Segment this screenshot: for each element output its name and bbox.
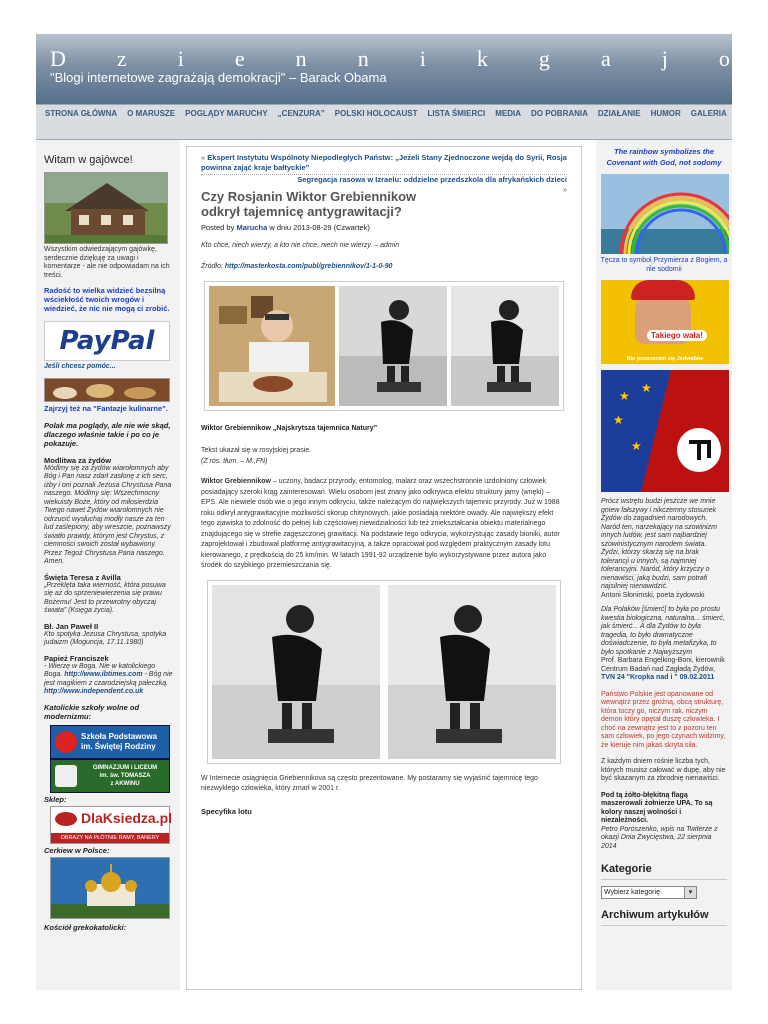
rainbow-title: The rainbow symbolizes the Covenant with God, not sodomy [606,147,722,167]
school2-banner[interactable]: GIMNAZJUM i LICEUM im. św. TOMASZA z AKWINU [50,759,170,793]
chevron-down-icon: ▾ [684,887,696,898]
franciszek-title: Papież Franciszek [44,653,109,663]
shop-heading: Sklep: [44,794,67,804]
engelking-author: Prof. Barbara Engelking-Boni, kierownik Centrum Badań nad Zagładą Żydów, TVN 24 "Kropka nad i " 09.02.2011 [601,657,725,681]
nav-item[interactable]: „CENZURA” [277,109,325,118]
left-sidebar [36,140,180,990]
platform-photo-4[interactable] [388,585,556,759]
rainbow-caption: Tęcza to symbol Przymierza z Bogiem, a nie sodomii [600,257,728,273]
prayer-text: Módlmy się za żydów wiarołomnych aby Bóg i Pan nasz zdarł zasłonę z ich serc, iżby i oni poznali Jezusa Chrystusa Pana naszego. Módlmy się: Wszechmocny wiekuisty Boże, który od miłosierdzia Twego nawet Żydów wiarołomnych nie odrzucić wysłuchaj modły nasze za ten lud zaślepiony, aby wreszcie, poznawszy światło prawdy, którym jest Chrystus, z ciemności swoich został wybawiony. Przez Tegoż Chrystusa Pana naszego. Amen. [44,464,172,565]
categories-heading: Kategorie [601,863,727,880]
kosciol-heading: Kościół grekokatolicki: [44,922,127,932]
nav-item[interactable]: GALERIA [690,109,727,118]
franciszek-text: - Wierzę w Boga. Nie w katolickiego Boga. http://www.ibtimes.com - Bóg nie jest magikiem z czarodziejską pałeczką. http://www.independent.co.uk [44,662,173,695]
shop-logo: DlaKsiedza.pl [81,809,173,826]
nav-item[interactable]: DO POBRANIA [531,109,588,118]
eu-flag-image[interactable] [601,370,729,492]
polak-quote: Polak ma poglądy, ale nie wie skąd, dlaczego właśnie takie i po co je pokazuje. [44,420,171,448]
slonimski-quote: Prócz wstrętu budzi jeszcze we mnie gniew fałszywy i nikczemny stosunek Żydów do zagadnień narodowych. Naród ten, narzekający na szowinizm innych ludów, jest sam najbardziej szowinistycznym narodem świata. Żydzi, którzy skarżą się na brak tolerancji u innych, są najmniej tolerancyjni. Naród, który krzyczy o nienawiści, jaką budzi, sam potrafi najsilniej nienawidzić. [601,498,717,590]
poster-banner[interactable] [601,280,729,364]
jp-title: Bł. Jan Paweł II [44,621,99,631]
cerkiew-heading: Cerkiew w Polsce: [44,845,110,855]
source-link[interactable]: http://masterkosta.com/publ/grebiennikov/1-1-0-90 [224,262,393,270]
nav-item[interactable]: MEDIA [495,109,522,118]
welcome-heading: Witam w gajówce! [44,154,133,166]
svg-text:★: ★ [613,413,624,427]
help-link[interactable]: Jeśli chcesz pomóc... [44,363,116,370]
title-letter: o [718,46,732,71]
text-note: Tekst ukazał się w rosyjskiej prasie. [201,447,312,454]
tvn24-link[interactable]: TVN 24 "Kropka nad i " 09.02.2011 [601,674,715,681]
paypal-banner[interactable] [44,321,170,361]
right-sidebar [596,140,732,990]
site-header [36,34,732,104]
school1-banner[interactable]: Szkoła Podstawowa im. Świętej Rodziny [50,725,170,759]
title-letter: z [116,46,129,71]
poster-caption: Nie przerzeram się Jedwabne [626,356,704,362]
svg-text:★: ★ [631,439,642,453]
nav-item[interactable]: POLSKI HOLOCAUST [334,109,418,118]
slonimski-author: Antoni Słonimski, poeta żydowski [601,591,705,599]
independent-link[interactable]: http://www.independent.co.uk [44,688,144,695]
prev-post-link[interactable]: Ekspert Instytutu Wspólnoty Niepodległych Państw: „Jeżeli Stany Zjednoczone wejdą do Syrii, Rosja powinna zająć kraje bałtyckie” [201,153,567,172]
platform-photo-3[interactable] [212,585,380,759]
shop-banner[interactable] [50,806,173,844]
poster-bubble: Takiego wała! [647,330,707,341]
fish-icon [55,812,77,826]
title-letter: i [177,46,186,71]
post-navigation: « Ekspert Instytutu Wspólnoty Niepodległych Państw: „Jeżeli Stany Zjednoczone wejdą do Syrii, Rosja powinna zająć kraje bałtyckie” Segregacja rasowa w Izraelu: oddzielne przedszkola dla afrykańskich dzieci » [201,153,567,194]
nav-item[interactable]: DZIAŁANIE [597,109,641,118]
title-letter: g [538,46,552,71]
teresa-title: Święta Teresa z Avilla [44,572,121,582]
next-post-link[interactable]: Segregacja rasowa w Izraelu: oddzielne przedszkola dla afrykańskich dzieci [297,175,567,184]
flag-quote: Pod tą żółto-błękitną flagą maszerowali żołnierze UPA. To są kolory naszej wolności i niezależności. [601,791,713,824]
flag-author: Petro Poroszenko, wpis na Twiterze z okazji Dnia Zwycięstwa, 22 sierpnia 2014 [601,825,718,850]
panstwo-quote: Państwo Polskie jest opanowane od wewnątrz przez groźną, obcą strukturę, która toczy go, niczym rak, niczym demon który opętał duszę człowieka. I choć na zewnątrz jest to z pozoru ten sam człowiek, po jego czynach widzimy, że kieruje nim jakaś skryta siła. [601,690,726,749]
joy-quote: Radość to wielka widzieć bezsilną wściekłość twoich wrogów i wiedzieć, że nic nie mogą ci zrobić. [44,286,170,313]
title-letter: D [50,46,68,71]
title-letter: n [357,46,371,71]
platform-photo-2[interactable] [451,286,559,406]
category-select[interactable]: Wybierz kategorię ▾ [601,886,697,899]
nav-item[interactable]: O MARUSZE [127,109,176,118]
svg-text:★: ★ [641,381,652,395]
title-letter: j [661,46,670,71]
post-body: Wiktor Grebiennikow – uczony, badacz przyrody, entomolog, malarz oraz wszechstronnie uzdolniony człowiek posiadający szeroki krąg zainteresowań. Wielu osobom jest znany jako odkrywca efektu struktury jamy (wnęki) – EPS. Ale niewiele osób wie o jego innym odkryciu, także należącym do największych tajemnic przyrody. Już w 1988 roku odkrył antygrawitacyjne możliwości skorup chitynowych, jakie posiadają niektóre owady. Ale największy efekt tego zjawiska to zdolność do pełnej lub częściowej niewidzialności lub też zniekształcania obiektu materialnego znajdującego się w strefie zagęszczonej grawitacji. Na podstawie tego odkrycia, wykorzystując zasady bioniki, autor zaprojektował i zbudował platformę antygrawitacyjną, a także opracował pod względem praktycznym zasady lotu kierowanego, z prędkością do 25 km/min. W latach 1991-92 urządzenie było wykorzystywane przez autora jako środek do szybkiego przemieszczania się. [201,478,560,569]
site-title[interactable] [50,46,732,72]
teresa-text: „Przeklęta taka wierność, która posuwa się aż do sprzeniewierzenia się prawu Bożemu! Jest to przewrotny obyczaj świata” (Księga życia). [44,581,166,614]
title-letter: k [476,46,490,71]
closing-text: W Internecie osiągnięcia Griebiennikova są często prezentowane. My postaramy się wyjaśnić tajemnicę tego niezwykłego człowieka, który zmarł w 2001 r. [201,774,538,792]
site-tagline: "Blogi internetowe zagrażają demokracji" – Barack Obama [50,70,387,85]
photo-pair [207,580,561,764]
photo-strip [204,281,564,411]
ibtimes-link[interactable]: http://www.ibtimes.com [64,671,143,678]
nav-item[interactable]: LISTA ŚMIERCI [427,109,486,118]
platform-photo-1[interactable] [339,286,447,406]
shop-subtitle: OBRAZY NA PŁÓTNIE RAMY, BANERY [51,833,169,843]
prayer-title: Modlitwa za żydów [44,455,112,465]
title-letter: e [234,46,247,71]
nav-item[interactable]: POGLĄDY MARUCHY [185,109,268,118]
jp-text: Kto spotyka Jezusa Chrystusa, spotyka judaizm (Moguncja, 17.11.1980) [44,630,167,646]
svg-text:★: ★ [619,389,630,403]
school1-emblem-icon [55,731,77,753]
post-content [186,146,582,990]
archive-heading: Archiwum artykułów [601,909,727,926]
fantazje-link[interactable]: Zajrzyj też na "Fantazje kulinarne". [44,403,168,413]
photo-caption: Wiktor Grebiennikow „Najskrytsza tajemnica Natury” [201,425,378,432]
main-nav [36,104,732,140]
nav-item[interactable]: STRONA GŁÓWNA [45,109,118,118]
post-source: Źródło: http://masterkosta.com/publ/grebiennikov/1-1-0-90 [201,262,393,270]
house-photo [44,172,168,244]
welcome-text: Wszystkim odwiedzającym gajówkę, serdecznie dziękuję za uwagi i komentarze - ale nie odpowiadam na ich treści. [44,246,170,279]
translation-note: (Z ros. tłum. – M.,FN) [201,457,268,465]
title-letter: n [295,46,309,71]
rainbow-photo[interactable] [601,174,729,254]
grebiennikov-portrait[interactable] [209,286,335,406]
title-letter: a [600,46,613,71]
post-title: Czy Rosjanin Wiktor Grebiennikow odkrył tajemnicę antygrawitacji? [201,189,417,219]
food-photo[interactable] [44,378,170,402]
post-meta: Posted by Marucha w dniu 2013-08-29 (Czwartek) [201,223,370,232]
author-link[interactable]: Marucha [236,223,268,232]
title-letter: i [419,46,428,71]
post-intro: Kto chce, niech wierzy, a kto nie chce, niech nie wierzy. – admin [201,242,400,249]
schools-heading: Katolickie szkoły wolne od modernizmu: [44,702,140,721]
paypal-logo: PayPal [59,326,155,356]
school2-emblem-icon [55,765,77,787]
cerkiew-photo[interactable] [50,857,170,919]
dzien-quote: Z każdym dniem rośnie liczba tych, których musisz całować w dupę, aby nie być skazanym za zbrodnię nienawiści. [601,758,726,782]
section-heading: Specyfika lotu [201,806,252,816]
nav-item[interactable]: HUMOR [650,109,681,118]
poster-headscarf-icon [631,280,695,300]
engelking-quote: Dla Polaków [śmierć] to była po prostu kwestia biologiczna, naturalna... śmierć, jak śmierć... A dla Żydów to była tragedia, to było dramatyczne doświadczenie, to była metafizyka, to było spotkanie z Najwyższym [601,606,725,656]
nav-list [36,105,732,122]
